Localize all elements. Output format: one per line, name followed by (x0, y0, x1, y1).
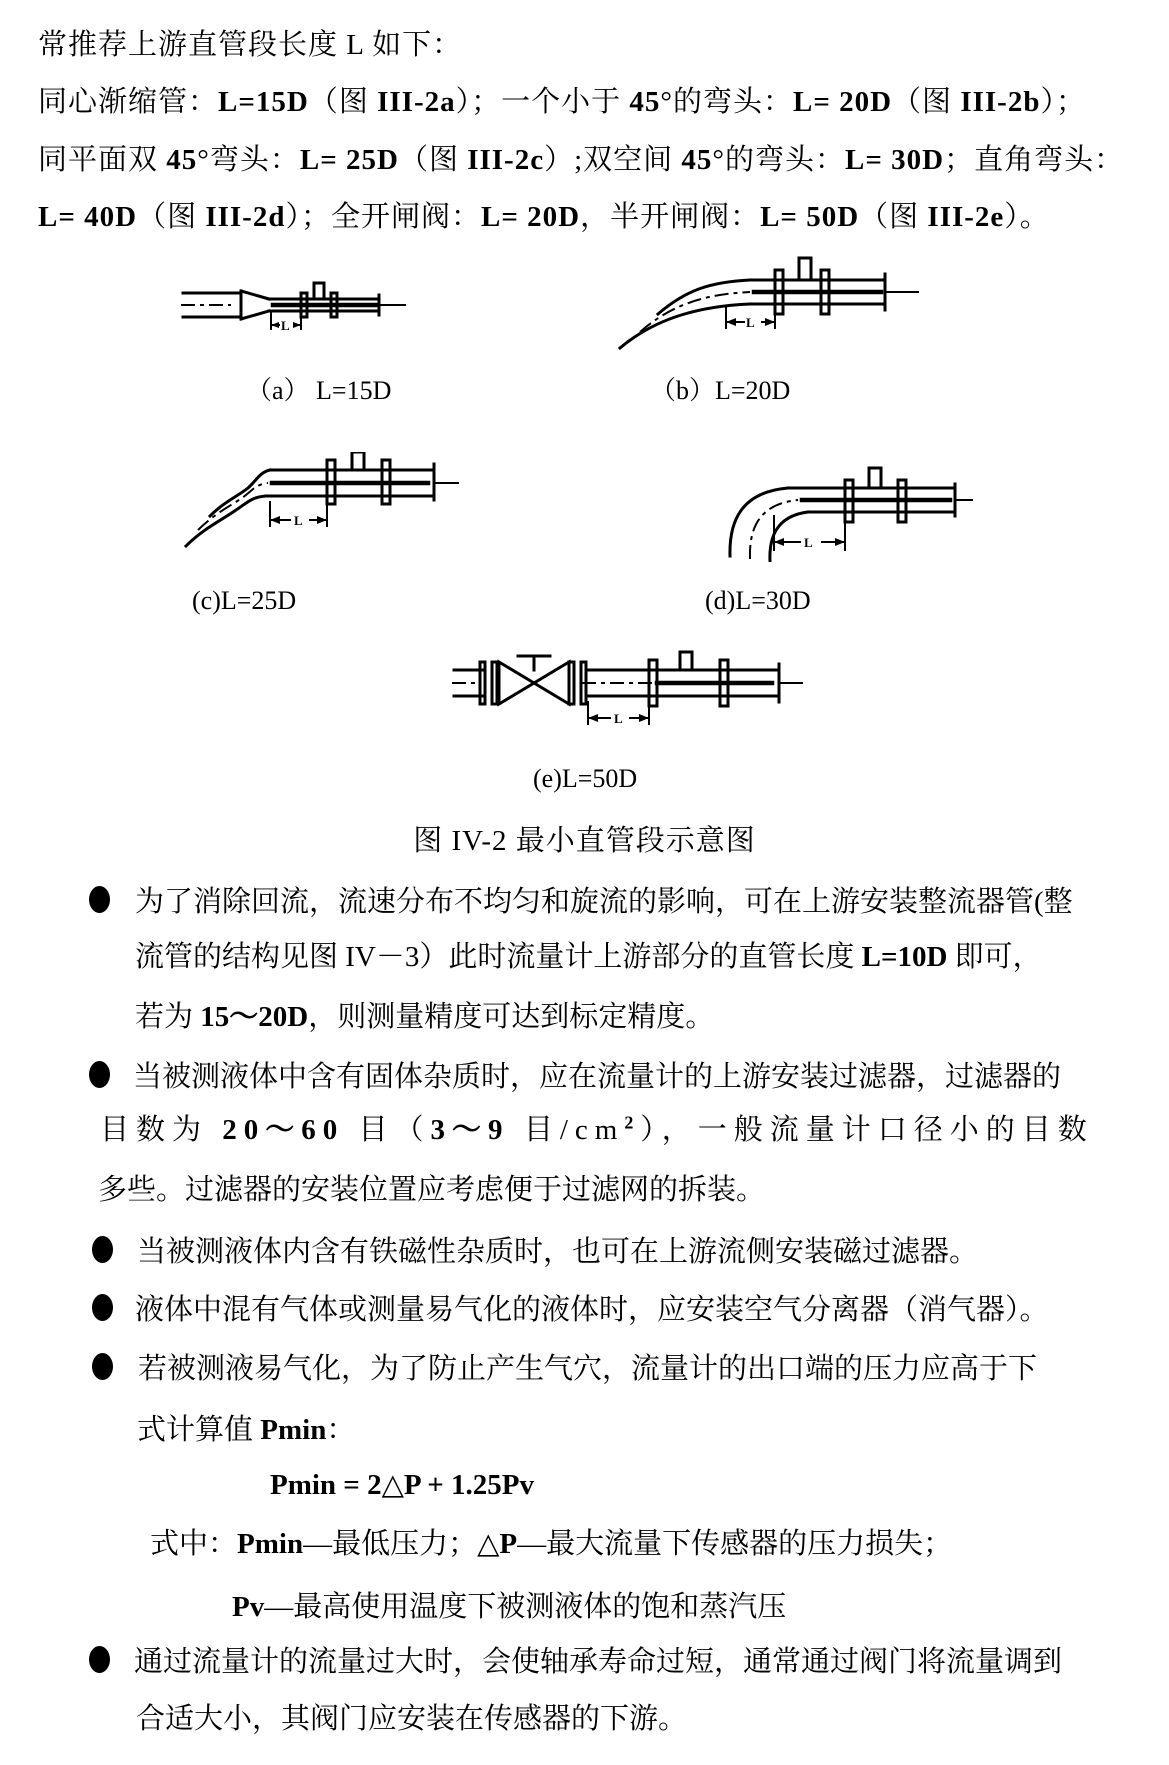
bullet-marker (92, 1236, 113, 1263)
pipe-diagram-single-45-elbow (598, 256, 928, 350)
dimension-L-label: L (294, 513, 303, 528)
bullet-6-line-2: 合适大小，其阀门应安装在传感器的下游。 (136, 1703, 688, 1735)
bullet-marker (89, 1061, 110, 1088)
dimension-L-label: L (281, 318, 290, 333)
bullet-2-line-2: 目数为 20～60 目（3～9 目$/cm^2$），一般流量计口径小的目数 (100, 1112, 1094, 1146)
bullet-3-line-1: 当被测液体内含有铁磁性杂质时，也可在上游流侧安装磁过滤器。 (137, 1236, 979, 1268)
bullet-6-line-1: 通过流量计的流量过大时，会使轴承寿命过短，通常通过阀门将流量调到 (134, 1646, 1063, 1678)
bullet-1-line-2: 流管的结构见图 IV－3）此时流量计上游部分的直管长度 L=10D 即可， (135, 941, 1042, 973)
bullet-1-line-3: 若为 15～20D，则测量精度可达到标定精度。 (135, 1001, 715, 1033)
bullet-marker (92, 1294, 113, 1321)
bullet-marker (89, 886, 110, 913)
bullet-5-line-1: 若被测液易气化，为了防止产生气穴，流量计的出口端的压力应高于下 (138, 1353, 1038, 1385)
pipe-diagram-gate-valve (452, 650, 804, 730)
intro-line-4: L= 40D（图 III-2d）；全开闸阀：L= 20D，半开闸阀：L= 50D（图 III-2e）。 (38, 201, 1050, 233)
bullet-1-line-1: 为了消除回流，流速分布不均匀和旋流的影响，可在上游安装整流器管(整 (135, 886, 1073, 918)
subfigure-b-label: （b）L=20D (650, 376, 791, 405)
formula-legend-line-2: Pv—最高使用温度下被测液体的饱和蒸汽压 (232, 1591, 787, 1623)
bullet-marker (89, 1646, 110, 1673)
intro-line-2: 同心渐缩管：L=15D（图 III-2a）；一个小于 45°的弯头：L= 20D（图 III-2b）； (38, 86, 1086, 118)
subfigure-e-label: (e)L=50D (533, 764, 638, 793)
bullet-5-line-2: 式计算值 Pmin： (137, 1414, 356, 1446)
pipe-diagram-concentric-reducer (181, 281, 407, 333)
subfigure-d-label: (d)L=30D (705, 586, 811, 615)
dimension-L-label: L (746, 315, 755, 330)
bullet-2-line-1: 当被测液体中含有固体杂质时，应在流量计的上游安装过滤器，过滤器的 (133, 1061, 1062, 1093)
subfigure-c-label: (c)L=25D (192, 586, 297, 615)
pipe-diagram-double-45-elbow (182, 452, 462, 557)
intro-line-3: 同平面双 45°弯头：L= 25D（图 III-2c）;双空间 45°的弯头：L= 30D；直角弯头： (38, 144, 1125, 176)
subfigure-a-label: （a） L=15D (246, 376, 392, 405)
bullet-2-line-3: 多些。过滤器的安装位置应考虑便于过滤网的拆装。 (98, 1174, 766, 1206)
formula-legend-line-1: 式中：Pmin—最低压力；△P—最大流量下传感器的压力损失； (150, 1528, 953, 1560)
intro-line-1: 常推荐上游直管段长度 L 如下： (38, 29, 463, 61)
pipe-diagram-right-angle-elbow (712, 458, 974, 562)
bullet-4-line-1: 液体中混有气体或测量易气化的液体时，应安装空气分离器（消气器）。 (135, 1294, 1049, 1326)
formula-pmin: Pmin = 2△P + 1.25Pv (270, 1469, 534, 1501)
dimension-L-label: L (614, 711, 623, 726)
bullet-marker (92, 1353, 113, 1380)
figure-caption: 图 IV-2 最小直管段示意图 (413, 825, 756, 857)
dimension-L-label: L (804, 535, 813, 550)
